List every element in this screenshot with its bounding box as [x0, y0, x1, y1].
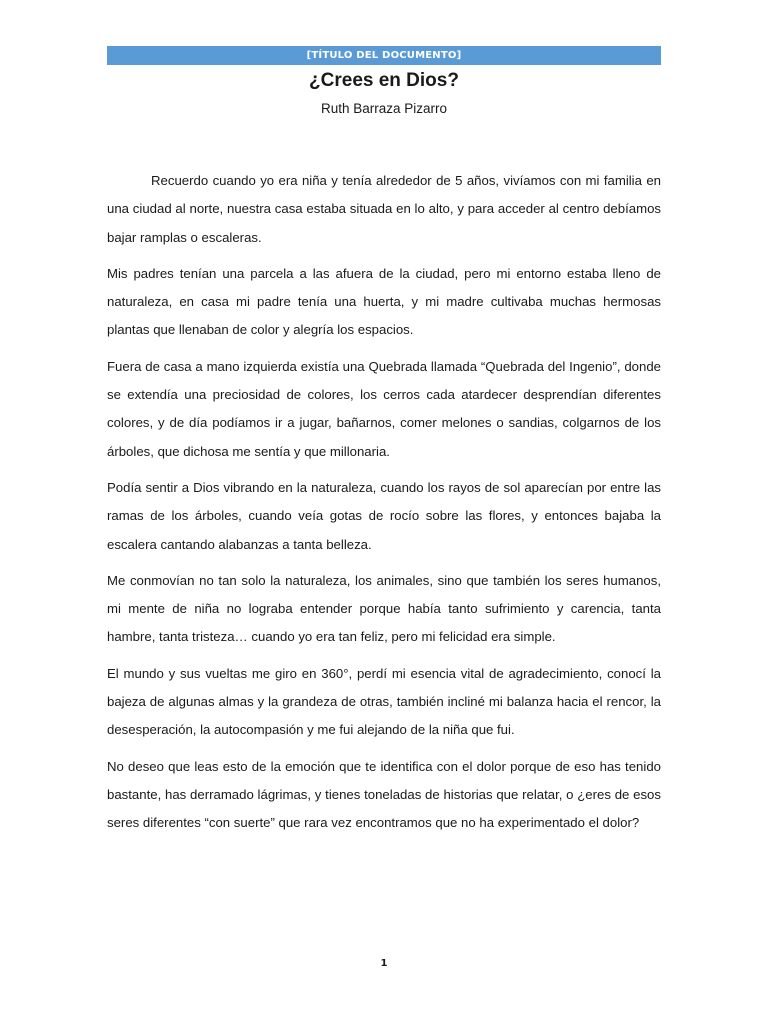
- paragraph: Mis padres tenían una parcela a las afuera de la ciudad, pero mi entorno estaba lleno de naturaleza, en casa mi padre tenía una huerta, y mi madre cultivaba muchas hermosas plantas que llenaban de color y alegría los espacios.: [107, 265, 661, 338]
- document-title-placeholder-bar: [TÍTULO DEL DOCUMENTO]: [107, 46, 661, 65]
- page-number: 1: [380, 958, 388, 969]
- document-body: [107, 167, 661, 846]
- paragraph: Recuerdo cuando yo era niña y tenía alrededor de 5 años, vivíamos con mi familia en una ciudad al norte, nuestra casa estaba situada en lo alto, y para acceder al centro debíamos bajar ramplas o escaleras.: [107, 173, 661, 245]
- paragraph: El mundo y sus vueltas me giro en 360°, perdí mi esencia vital de agradecimiento, conocí la bajeza de algunas almas y la grandeza de otras, también incliné mi balanza hacia el rencor, la desesperación, la autocompasión y me fui alejando de la niña que fui.: [107, 665, 661, 738]
- paragraph: No deseo que leas esto de la emoción que te identifica con el dolor porque de eso has tenido bastante, has derramado lágrimas, y tienes toneladas de historias que relatar, o ¿eres de esos seres diferentes “con suerte” que rara vez encontramos que no ha experimentado el dolor?: [107, 758, 661, 831]
- document-author: Ruth Barraza Pizarro: [320, 101, 448, 116]
- paragraph: Podía sentir a Dios vibrando en la naturaleza, cuando los rayos de sol aparecían por entre las ramas de los árboles, cuando veía gotas de rocío sobre las flores, y entonces bajaba la escalera cantando alabanzas a tanta belleza.: [107, 479, 661, 552]
- paragraph: Me conmovían no tan solo la naturaleza, los animales, sino que también los seres humanos, mi mente de niña no lograba entender porque había tanto sufrimiento y carencia, tanta hambre, tanta tristeza… cuando yo era tan feliz, pero mi felicidad era simple.: [107, 572, 661, 645]
- document-title: ¿Crees en Dios?: [309, 70, 459, 91]
- paragraph: Fuera de casa a mano izquierda existía una Quebrada llamada “Quebrada del Ingenio”, donde se extendía una preciosidad de colores, los cerros cada atardecer desprendían diferentes colores, y de día podíamos ir a jugar, bañarnos, comer melones o sandias, colgarnos de los árboles, que dichosa me sentía y que millonaria.: [107, 358, 661, 459]
